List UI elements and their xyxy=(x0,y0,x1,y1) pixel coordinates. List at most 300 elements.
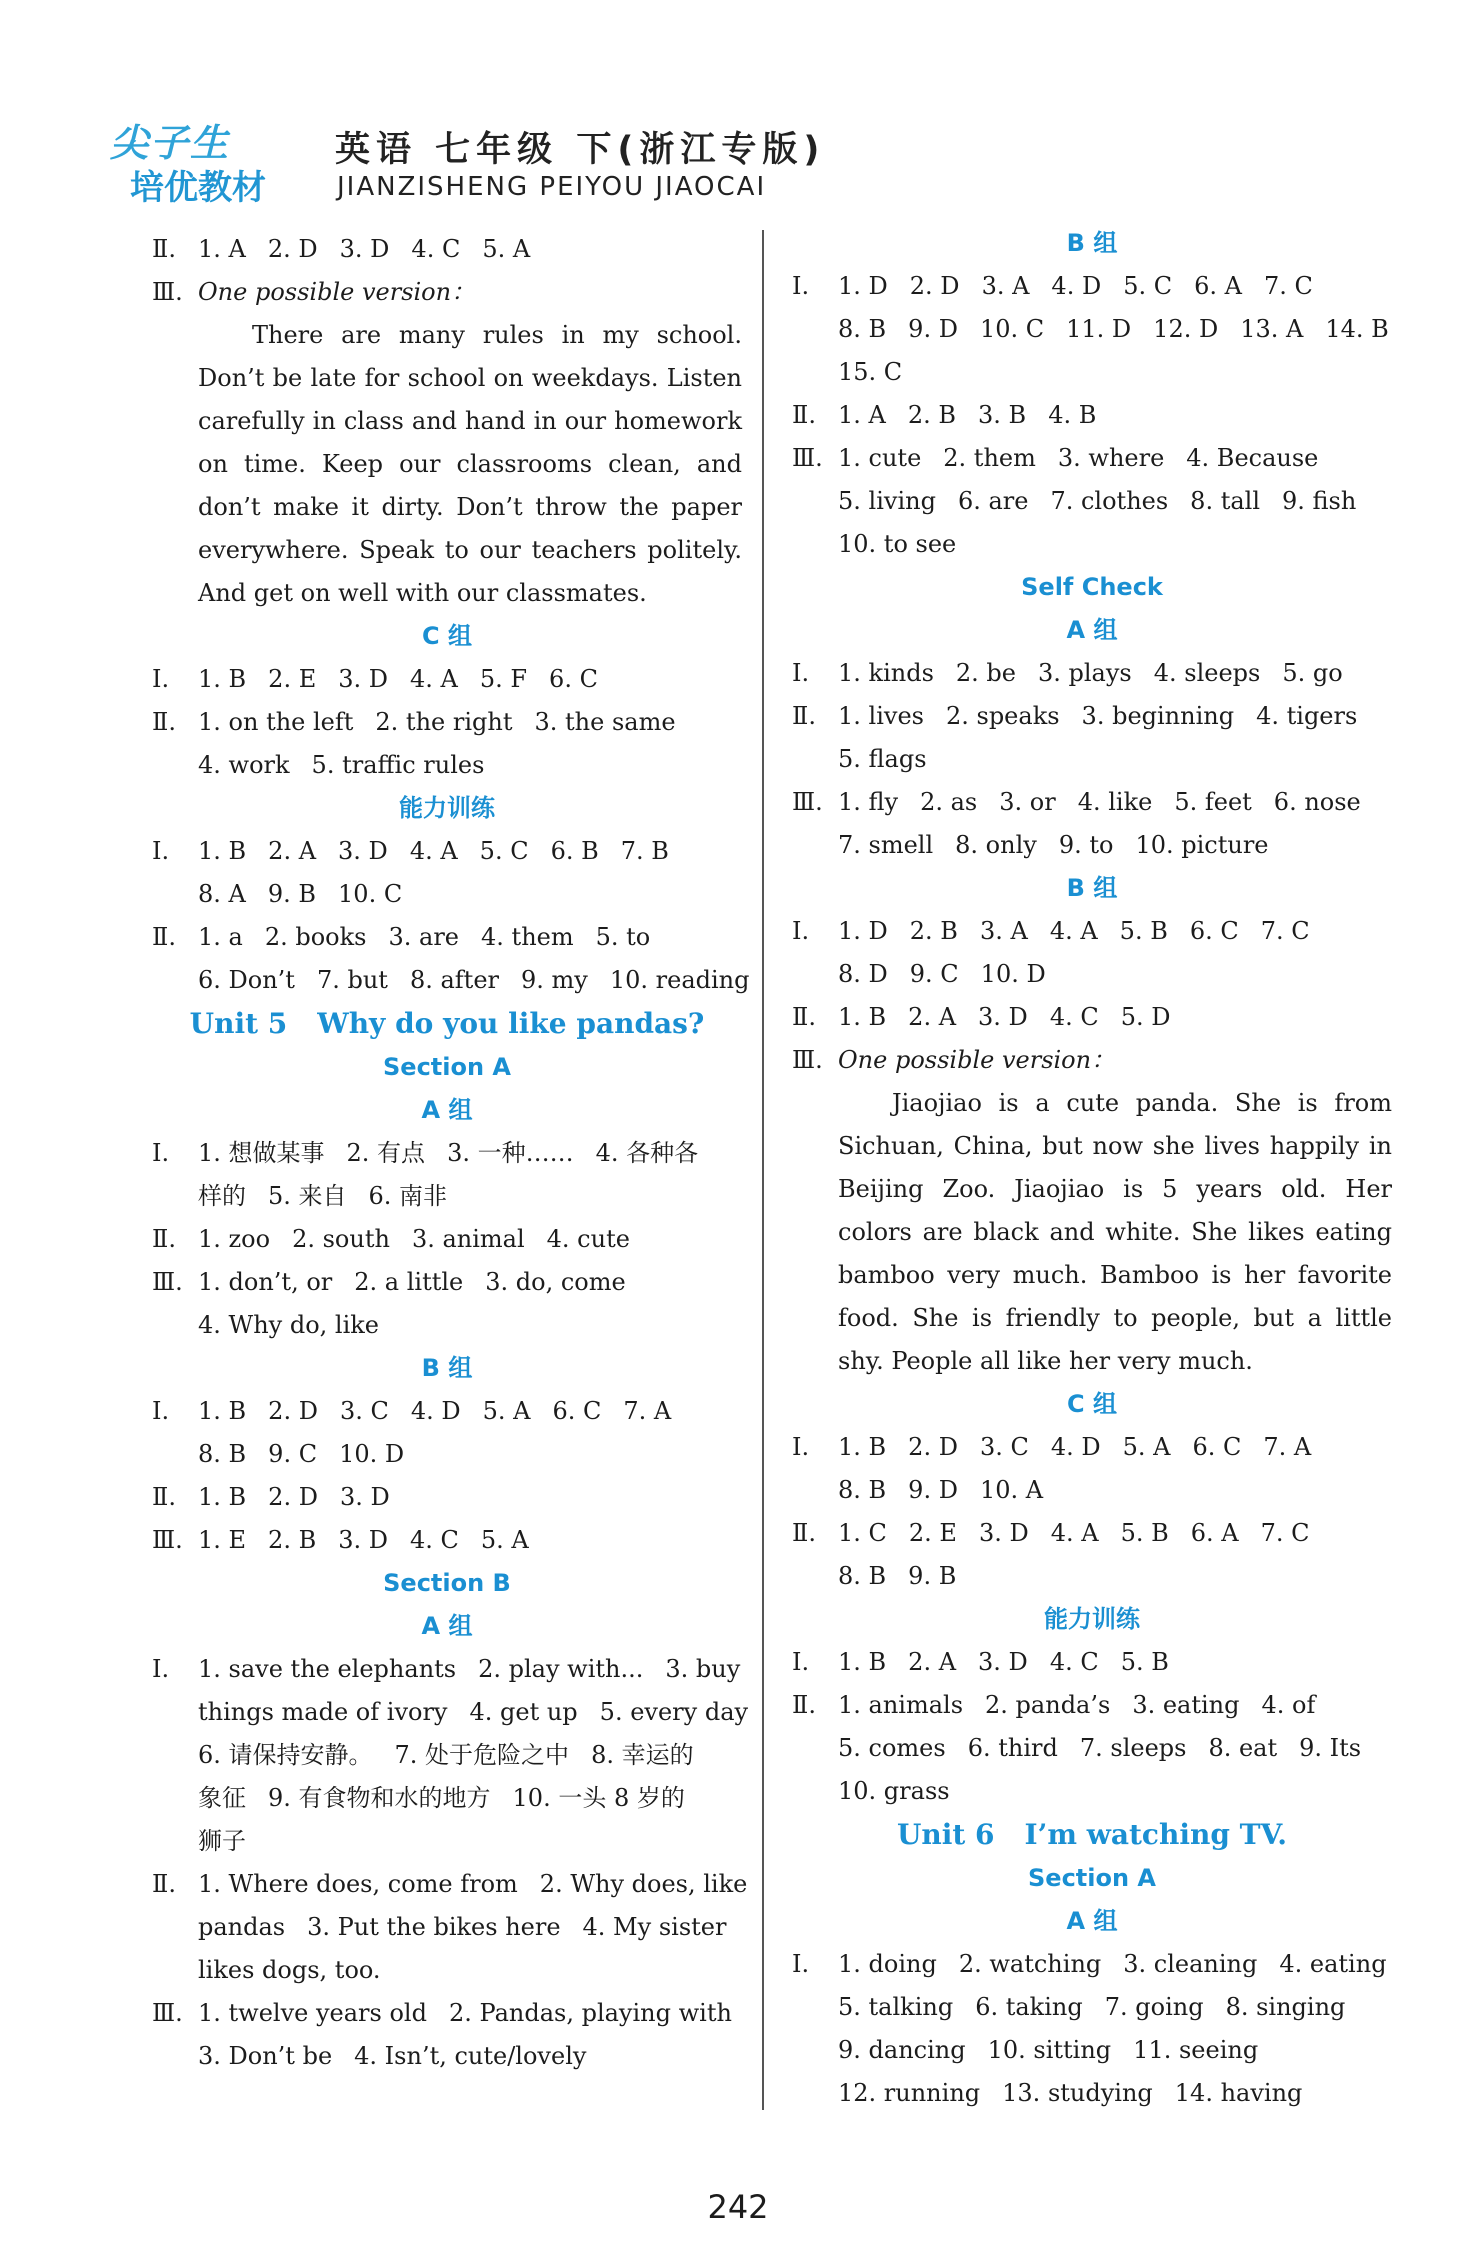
answer-item: 3. D xyxy=(339,235,390,263)
answer-item: 10. reading xyxy=(609,966,750,994)
answer-item: 5. B xyxy=(1120,1519,1169,1547)
answer-item: 2. Why does, like xyxy=(539,1870,748,1898)
answer-item: 2. A xyxy=(908,1648,957,1676)
answer-items xyxy=(838,695,1379,738)
answer-item: 3. do, come xyxy=(485,1268,626,1296)
answer-item: 9. C xyxy=(268,1440,318,1468)
answer-row xyxy=(152,228,742,271)
answer-row xyxy=(152,1261,742,1304)
roman-numeral: Ⅰ. xyxy=(152,665,170,693)
answer-items xyxy=(198,1390,693,1433)
roman-numeral: Ⅲ. xyxy=(152,1999,183,2027)
answer-item: 5. B xyxy=(1120,1648,1169,1676)
group-heading: A 组 xyxy=(1066,1907,1118,1935)
answer-item: 5. A xyxy=(482,235,531,263)
answer-item: 7. sleeps xyxy=(1079,1734,1187,1762)
roman-numeral: Ⅱ. xyxy=(152,1483,176,1511)
answer-item: 1. B xyxy=(838,1003,887,1031)
answer-item: 8. B xyxy=(198,1440,247,1468)
answer-item: 3. D xyxy=(338,665,388,693)
roman-numeral: Ⅱ. xyxy=(792,401,816,429)
page-number: 242 xyxy=(707,2188,769,2226)
right-column xyxy=(792,222,1392,2115)
answer-item: 样的 xyxy=(198,1182,246,1210)
answer-item: 12. running xyxy=(838,2079,981,2107)
answer-row xyxy=(152,830,742,873)
roman-numeral: Ⅰ. xyxy=(792,1950,810,1978)
answer-item: 3. where xyxy=(1057,444,1165,472)
answer-item: 3. Don’t be xyxy=(198,2042,333,2070)
roman-numeral: Ⅱ. xyxy=(792,1003,816,1031)
answer-items xyxy=(838,523,978,566)
answer-row xyxy=(792,1512,1392,1555)
roman-numeral: Ⅲ. xyxy=(792,1046,823,1074)
answer-items xyxy=(198,1261,648,1304)
answer-items xyxy=(198,916,672,959)
answer-item: 5. A xyxy=(482,1397,531,1425)
answer-item: 8. D xyxy=(838,960,888,988)
answer-item: 7. A xyxy=(1263,1433,1312,1461)
answer-item: 2. E xyxy=(908,1519,957,1547)
answer-row xyxy=(152,1433,742,1476)
answer-item: 4. sleeps xyxy=(1153,659,1261,687)
answer-item: 14. B xyxy=(1325,315,1389,343)
answer-items xyxy=(198,1519,551,1562)
section-heading: Section B xyxy=(383,1569,511,1597)
answer-row xyxy=(152,271,742,314)
answer-items xyxy=(838,953,1068,996)
answer-item: 5. feet xyxy=(1174,788,1252,816)
answer-item: 6. C xyxy=(552,1397,602,1425)
answer-item: 1. B xyxy=(198,1397,247,1425)
answer-item: 8. B xyxy=(838,1476,887,1504)
roman-numeral: Ⅱ. xyxy=(152,708,176,736)
roman-numeral: Ⅱ. xyxy=(152,923,176,951)
answer-item: 象征 xyxy=(198,1784,246,1812)
answer-item: 3. A xyxy=(981,272,1030,300)
answer-item: 4. eating xyxy=(1279,1950,1387,1978)
answer-items xyxy=(838,996,1192,1039)
answer-item: 1. on the left xyxy=(198,708,354,736)
roman-numeral: Ⅰ. xyxy=(792,1433,810,1461)
answer-item: 5. go xyxy=(1282,659,1343,687)
answer-item: 9. dancing xyxy=(838,2036,966,2064)
answer-item: 4. A xyxy=(1049,917,1098,945)
answer-item: 3. buy xyxy=(665,1655,741,1683)
answer-item: 1. 想做某事 xyxy=(198,1139,325,1167)
roman-numeral: Ⅲ. xyxy=(152,278,183,306)
answer-item: 6. B xyxy=(550,837,599,865)
answer-item: 11. seeing xyxy=(1133,2036,1259,2064)
answer-item: 3. eating xyxy=(1132,1691,1240,1719)
sample-paragraph: There are many rules in my school. Don’t be late for school on weekdays. Listen carefully in class and hand in our homework on time. Keep our classrooms clean, and don’t make it dirty. Don’t throw the paper everywhere. Speak to our teachers politely. And get on well with our classmates. xyxy=(198,321,742,607)
answer-item: 4. D xyxy=(1051,272,1102,300)
answer-item: 1. doing xyxy=(838,1950,937,1978)
answer-item: 10. D xyxy=(339,1440,405,1468)
answer-item: 3. cleaning xyxy=(1123,1950,1258,1978)
answer-item: 5. C xyxy=(479,837,529,865)
answer-item: 4. C xyxy=(411,235,461,263)
group-heading: B 组 xyxy=(421,1354,473,1382)
answer-row xyxy=(152,1132,742,1175)
sample-paragraph: Jiaojiao is a cute panda. She is from Sichuan, China, but now she lives happily in Beijing Zoo. Jiaojiao is 5 years old. Her colors are black and white. She likes eating bamboo very much. Bamboo is her favorite food. She is friendly to people, but a little shy. People all like her very much. xyxy=(838,1089,1392,1375)
answer-row xyxy=(152,1648,742,1691)
answer-item: 1. a xyxy=(198,923,243,951)
answer-item: 3. C xyxy=(339,1397,389,1425)
answer-item: 1. B xyxy=(198,1483,247,1511)
answer-item: 1. don’t, or xyxy=(198,1268,333,1296)
answer-items xyxy=(198,1218,652,1261)
answer-row xyxy=(152,744,742,787)
answer-items xyxy=(838,2072,1324,2115)
answer-item: 4. them xyxy=(481,923,574,951)
answer-item: 7. smell xyxy=(838,831,934,859)
answer-item: 7. B xyxy=(620,837,669,865)
roman-numeral: Ⅲ. xyxy=(792,444,823,472)
answer-item: 5. A xyxy=(480,1526,529,1554)
answer-row xyxy=(792,1770,1392,1813)
answer-item: likes dogs, too. xyxy=(198,1956,381,1984)
answer-item: 9. B xyxy=(908,1562,957,1590)
roman-numeral: Ⅱ. xyxy=(152,1870,176,1898)
answer-item: 2. B xyxy=(909,917,958,945)
roman-numeral: Ⅱ. xyxy=(152,235,176,263)
answer-item: 2. a little xyxy=(354,1268,464,1296)
unit-title: I’m watching TV. xyxy=(1024,1818,1288,1851)
answer-item: 9. my xyxy=(521,966,588,994)
answer-item: 7. C xyxy=(1263,272,1313,300)
answer-item: 3. D xyxy=(339,1483,390,1511)
answer-items xyxy=(838,1555,978,1598)
answer-item: things made of ivory xyxy=(198,1698,448,1726)
answer-row xyxy=(152,1949,742,1992)
unit-number: Unit 6 xyxy=(896,1818,995,1851)
answer-row xyxy=(792,695,1392,738)
answer-items xyxy=(198,1906,748,1949)
answer-item: 9. B xyxy=(267,880,317,908)
answer-item: 1. animals xyxy=(838,1691,964,1719)
answer-row xyxy=(792,437,1392,480)
left-column xyxy=(152,228,750,2078)
roman-numeral: Ⅱ. xyxy=(152,1225,176,1253)
answer-item: 4. work xyxy=(198,751,290,779)
answer-item: 4. C xyxy=(1049,1003,1099,1031)
answer-item: 6. A xyxy=(1194,272,1242,300)
answer-item: 3. A xyxy=(979,917,1028,945)
answer-row xyxy=(152,1863,748,1906)
answer-item: 8. tall xyxy=(1190,487,1261,515)
answer-row xyxy=(152,959,750,1002)
answer-item: 6. 请保持安静。 xyxy=(198,1741,373,1769)
answer-item: 5. comes xyxy=(838,1734,946,1762)
answer-item: 1. B xyxy=(838,1433,887,1461)
answer-item: 3. D xyxy=(338,1526,388,1554)
answer-item: 7. but xyxy=(316,966,388,994)
answer-item: 1. cute xyxy=(838,444,922,472)
answer-item: 13. studying xyxy=(1002,2079,1153,2107)
answer-item: 狮子 xyxy=(198,1827,246,1855)
answer-items xyxy=(198,701,698,744)
answer-item: 1. save the elephants xyxy=(198,1655,457,1683)
answer-item: 9. fish xyxy=(1282,487,1357,515)
answer-items xyxy=(198,959,771,1002)
answer-items xyxy=(198,1777,707,1820)
answer-item: 2. D xyxy=(909,272,960,300)
group-heading: 能力训练 xyxy=(1044,1605,1140,1633)
answer-item: 3. D xyxy=(338,837,388,865)
group-heading: C 组 xyxy=(1067,1390,1117,1418)
answer-row xyxy=(792,1943,1392,1986)
answer-item: 1. B xyxy=(198,665,247,693)
answer-item: 4. C xyxy=(410,1526,459,1554)
answer-row xyxy=(792,1555,1392,1598)
answer-item: 10. C xyxy=(338,880,403,908)
answer-item: 2. them xyxy=(943,444,1036,472)
answer-items xyxy=(198,1433,426,1476)
answer-item: 11. D xyxy=(1066,315,1132,343)
answer-row xyxy=(152,916,742,959)
answer-item: 4. A xyxy=(1050,1519,1099,1547)
answer-item: 6. 南非 xyxy=(368,1182,448,1210)
answer-item: 5. living xyxy=(838,487,936,515)
answer-item: 3. Put the bikes here xyxy=(307,1913,561,1941)
answer-row xyxy=(792,2029,1392,2072)
answer-row xyxy=(792,1684,1392,1727)
answer-items xyxy=(198,1476,412,1519)
book-subtitle: JIANZISHENG PEIYOU JIAOCAI xyxy=(337,172,767,202)
roman-numeral: Ⅱ. xyxy=(792,702,816,730)
answer-item: 6. taking xyxy=(975,1993,1083,2021)
answer-item: 2. B xyxy=(907,401,957,429)
answer-item: 4. of xyxy=(1261,1691,1316,1719)
answer-item: 5. A xyxy=(1122,1433,1171,1461)
answer-item: 5. traffic rules xyxy=(311,751,485,779)
answer-item: 6. are xyxy=(957,487,1029,515)
answer-item: 3. B xyxy=(978,401,1027,429)
answer-row xyxy=(792,351,1392,394)
answer-item: 9. D xyxy=(908,1476,958,1504)
section-heading: Section A xyxy=(1028,1864,1156,1892)
answer-items xyxy=(198,1820,268,1863)
answer-item: 10. grass xyxy=(838,1777,950,1805)
answer-item: 1. A xyxy=(838,401,886,429)
answer-item: 10. picture xyxy=(1135,831,1269,859)
answer-row xyxy=(792,1039,1392,1082)
answer-item: 8. eat xyxy=(1208,1734,1278,1762)
answer-items xyxy=(198,1691,770,1734)
answer-item: 4. Because xyxy=(1186,444,1319,472)
answer-item: 4. D xyxy=(410,1397,461,1425)
answer-items xyxy=(838,265,1335,308)
answer-item: 2. B xyxy=(268,1526,317,1554)
answer-items xyxy=(838,1943,1409,1986)
answer-row xyxy=(792,480,1392,523)
roman-numeral: Ⅰ. xyxy=(152,1139,170,1167)
answer-item: 5. B xyxy=(1119,917,1168,945)
answer-item: 1. B xyxy=(198,837,247,865)
roman-numeral: Ⅲ. xyxy=(792,788,823,816)
answer-row xyxy=(152,1906,742,1949)
answer-item: 7. C xyxy=(1260,1519,1310,1547)
answer-items xyxy=(838,437,1340,480)
roman-numeral: Ⅱ. xyxy=(792,1691,816,1719)
answer-row xyxy=(792,910,1392,953)
answer-item: 2. A xyxy=(908,1003,957,1031)
answer-item: 1. lives xyxy=(838,702,924,730)
answer-items xyxy=(838,351,924,394)
group-heading: 能力训练 xyxy=(399,794,495,822)
answer-items xyxy=(838,652,1365,695)
answer-row xyxy=(792,953,1392,996)
answer-item: 5. talking xyxy=(838,1993,954,2021)
answer-item: 1. fly xyxy=(838,788,899,816)
answer-row xyxy=(152,873,742,916)
answer-item: 2. E xyxy=(268,665,317,693)
answer-items xyxy=(838,738,949,781)
answer-row xyxy=(792,652,1392,695)
answer-row xyxy=(792,394,1392,437)
roman-numeral: Ⅱ. xyxy=(792,1519,816,1547)
answer-row xyxy=(152,2035,742,2078)
answer-items xyxy=(838,910,1332,953)
answer-item: 2. speaks xyxy=(945,702,1060,730)
answer-item: 4. 各种各 xyxy=(595,1139,699,1167)
page-header xyxy=(90,110,1390,220)
answer-item: 1. E xyxy=(198,1526,247,1554)
answer-item: 1. zoo xyxy=(198,1225,271,1253)
group-heading: A 组 xyxy=(1066,616,1118,644)
answer-item: 2. 有点 xyxy=(346,1139,426,1167)
answer-item: 7. going xyxy=(1104,1993,1204,2021)
answer-row xyxy=(792,1426,1392,1469)
answer-item: 7. 处于危险之中 xyxy=(394,1741,570,1769)
answer-item: 2. watching xyxy=(958,1950,1102,1978)
answer-row xyxy=(152,1304,742,1347)
answer-item: 8. B xyxy=(838,315,887,343)
answer-item: 3. or xyxy=(999,788,1056,816)
answer-item: 8. singing xyxy=(1225,1993,1346,2021)
answer-item: 10. 一头 8 岁的 xyxy=(512,1784,685,1812)
answer-item: 5. 来自 xyxy=(268,1182,347,1210)
answer-item: 2. books xyxy=(264,923,367,951)
answer-row xyxy=(792,738,1392,781)
answer-items xyxy=(198,2035,608,2078)
answer-items xyxy=(838,1641,1191,1684)
answer-items xyxy=(838,394,1118,437)
logo-line2: 培优教材 xyxy=(130,168,266,208)
unit-heading xyxy=(152,1002,742,1046)
answer-item: 9. D xyxy=(908,315,958,343)
answer-items xyxy=(838,1986,1367,2029)
answer-row xyxy=(152,1390,742,1433)
answer-item: 3. plays xyxy=(1037,659,1132,687)
answer-item: 5. flags xyxy=(838,745,927,773)
answer-items xyxy=(198,1304,401,1347)
version-label: One possible version： xyxy=(198,278,476,306)
answer-item: 8. B xyxy=(838,1562,887,1590)
answer-item: 4. Why do, like xyxy=(198,1311,380,1339)
brand-logo xyxy=(90,110,318,208)
answer-item: 3. D xyxy=(978,1519,1029,1547)
answer-items xyxy=(838,1770,972,1813)
answer-item: 8. after xyxy=(409,966,499,994)
answer-item: 2. as xyxy=(920,788,978,816)
unit-heading xyxy=(792,1813,1392,1857)
answer-item: 4. get up xyxy=(469,1698,578,1726)
answer-item: 6. A xyxy=(1190,1519,1239,1547)
answer-item: 10. A xyxy=(979,1476,1044,1504)
answer-items xyxy=(198,1648,762,1691)
answer-row xyxy=(792,2072,1392,2115)
answer-row xyxy=(152,1992,742,2035)
answer-items xyxy=(198,228,552,271)
answer-items xyxy=(198,830,691,873)
answer-items xyxy=(198,658,620,701)
roman-numeral: Ⅰ. xyxy=(152,837,170,865)
answer-row xyxy=(792,996,1392,1039)
answer-item: 2. panda’s xyxy=(985,1691,1111,1719)
group-heading: B 组 xyxy=(1066,874,1118,902)
roman-numeral: Ⅰ. xyxy=(152,1655,170,1683)
answer-item: 6. nose xyxy=(1273,788,1361,816)
answer-item: 2. D xyxy=(268,1397,318,1425)
book-title: 英语 七年级 下(浙江专版) xyxy=(335,130,826,170)
answer-items xyxy=(198,1863,769,1906)
answer-item: 1. D xyxy=(838,272,888,300)
answer-items xyxy=(838,824,1291,867)
roman-numeral: Ⅰ. xyxy=(792,917,810,945)
answer-item: 4. D xyxy=(1050,1433,1101,1461)
answer-item: 8. 幸运的 xyxy=(591,1741,694,1769)
section-heading: Section A xyxy=(383,1053,511,1081)
group-heading: C 组 xyxy=(422,622,472,650)
answer-item: 10. to see xyxy=(838,530,957,558)
answer-item: 3. are xyxy=(388,923,460,951)
answer-item: 3. D xyxy=(978,1648,1028,1676)
answer-items xyxy=(838,1727,1383,1770)
answer-row xyxy=(792,1641,1392,1684)
answer-row xyxy=(792,265,1392,308)
answer-item: 4. tigers xyxy=(1256,702,1358,730)
answer-item: 10. D xyxy=(980,960,1046,988)
answer-row xyxy=(792,824,1392,867)
answer-row xyxy=(792,781,1392,824)
answer-item: 2. D xyxy=(268,1483,318,1511)
answer-item: 2. D xyxy=(267,235,318,263)
roman-numeral: Ⅰ. xyxy=(152,1397,170,1425)
answer-row xyxy=(792,1469,1392,1512)
answer-item: 15. C xyxy=(838,358,903,386)
unit-number: Unit 5 xyxy=(189,1007,288,1040)
answer-items xyxy=(838,2029,1280,2072)
answer-items xyxy=(838,1684,1337,1727)
answer-item: 3. C xyxy=(979,1433,1029,1461)
answer-item: 9. to xyxy=(1058,831,1114,859)
answer-items xyxy=(198,744,506,787)
answer-items xyxy=(198,1734,716,1777)
answer-item: 4. My sister xyxy=(582,1913,727,1941)
answer-row xyxy=(792,1727,1392,1770)
answer-item: 4. like xyxy=(1077,788,1153,816)
answer-item: 2. be xyxy=(955,659,1016,687)
answer-item: 2. D xyxy=(908,1433,958,1461)
answer-item: 9. 有食物和水的地方 xyxy=(268,1784,491,1812)
answer-row xyxy=(152,658,742,701)
logo-line1: 尖子生 xyxy=(110,121,231,165)
answer-items xyxy=(838,781,1383,824)
answer-items xyxy=(198,1175,469,1218)
answer-item: 1. twelve years old xyxy=(198,1999,427,2027)
